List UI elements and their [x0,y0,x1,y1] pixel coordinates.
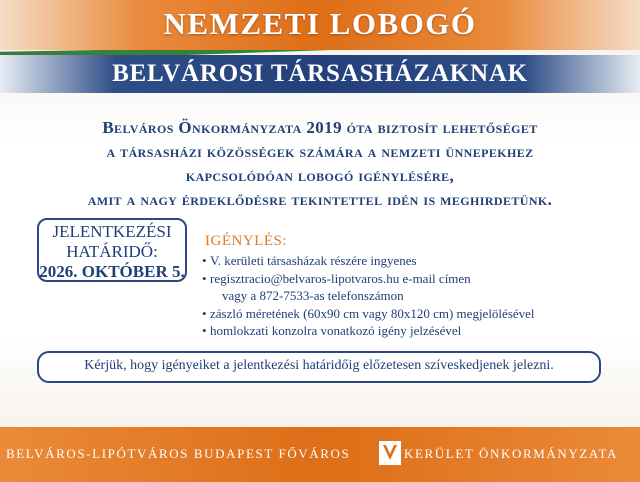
intro-text [20,116,620,212]
bullet-icon: • [202,253,207,268]
bullet-icon: • [202,323,207,338]
list-item-continuation [202,287,582,305]
bullet-icon: • [202,270,207,286]
intro-line: Belváros Önkormányzata 2019 óta biztosít lehetőséget [102,118,538,137]
note-text: Kérjük, hogy igényeiket a jelentkezési határidőig előzetesen szíveskedjenek jelezni. [84,358,554,373]
list-item: • zászló méretének (60x90 cm vagy 80x120 cm) megjelölésével [202,305,535,321]
list-item [202,270,582,288]
deadline-box [37,218,187,282]
phone-number: vagy a 872-7533-as telefonszámon [222,288,404,303]
page-title: NEMZETI LOBOGÓ [163,6,477,41]
list-item: • homlokzati konzolra vonatkozó igény jelzésével [202,323,462,338]
intro-line: a társasházi közösségek számára a nemzeti ünnepekhez [106,142,534,161]
deadline-date: 2026. OKTÓBER 5. [39,262,185,281]
deadline-label: HATÁRIDŐ: [66,242,158,261]
bullet-icon: • [202,305,207,321]
intro-line: amit a nagy érdeklődésre tekintettel idén is meghirdetünk. [87,190,553,209]
list-item: • V. kerületi társasházak részére ingyenes [202,253,417,268]
email-address: regisztracio@belvaros-lipotvaros.hu e-mail címen [210,270,471,286]
request-title: IGÉNYLÉS: [205,233,287,249]
footer-left-text: BELVÁROS-LIPÓTVÁROS BUDAPEST FŐVÁROS [6,446,351,461]
district-crest-icon [378,440,402,466]
footer-right-text: KERÜLET ÖNKORMÁNYZATA [404,446,618,461]
deadline-label: JELENTKEZÉSI [52,222,172,241]
page-subtitle: BELVÁROSI TÁRSASHÁZAKNAK [112,60,528,87]
request-list [202,252,582,340]
intro-line: kapcsolódóan lobogó igénylésére, [185,166,455,185]
